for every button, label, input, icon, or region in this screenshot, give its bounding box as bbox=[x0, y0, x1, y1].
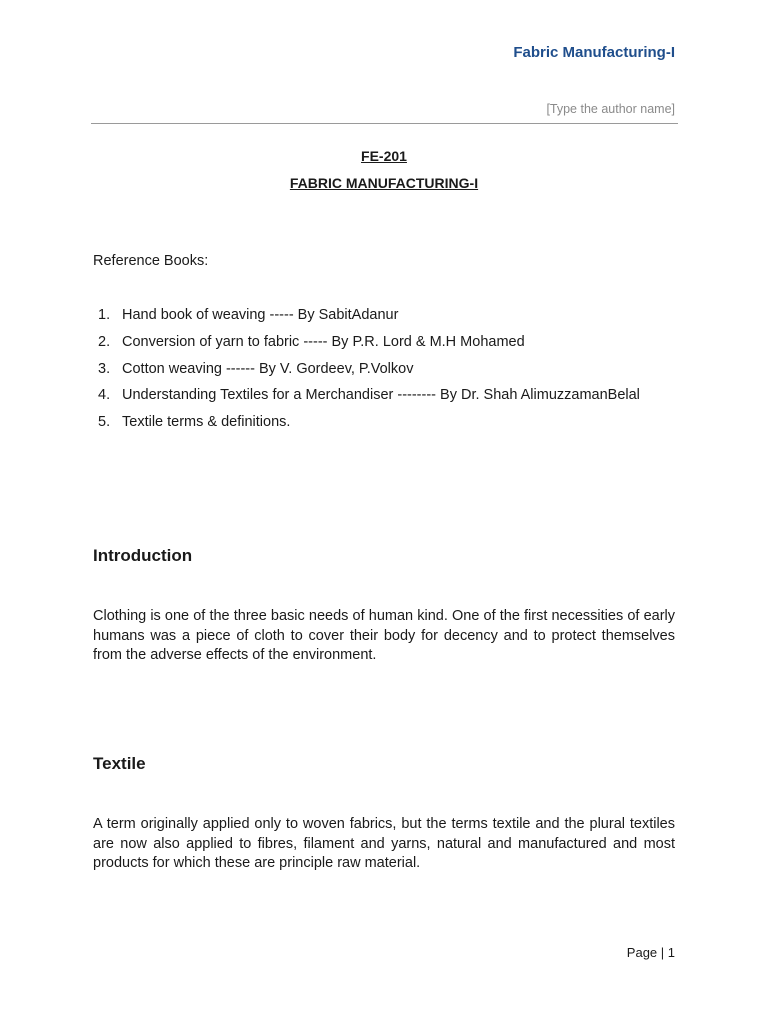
header-divider bbox=[91, 123, 678, 124]
textile-heading: Textile bbox=[93, 754, 146, 773]
list-item bbox=[93, 384, 693, 411]
list-number: 5. bbox=[98, 414, 111, 431]
list-item bbox=[93, 358, 693, 385]
list-item-text: Textile terms & definitions. bbox=[122, 414, 291, 431]
course-code: FE-201 bbox=[361, 148, 407, 164]
reference-books-label: Reference Books: bbox=[93, 253, 209, 269]
page-number: Page | 1 bbox=[626, 945, 675, 960]
introduction-heading: Introduction bbox=[93, 546, 193, 565]
list-item-text: Cotton weaving ------ By V. Gordeev, P.Volkov bbox=[122, 360, 414, 377]
list-item bbox=[93, 331, 693, 358]
list-item-text: Conversion of yarn to fabric ----- By P.R. Lord & M.H Mohamed bbox=[122, 333, 525, 350]
list-item-text: Hand book of weaving ----- By SabitAdanur bbox=[122, 307, 399, 323]
list-number: 1. bbox=[98, 307, 111, 323]
course-title: FABRIC MANUFACTURING-I bbox=[289, 175, 479, 191]
list-item-text: Understanding Textiles for a Merchandiser -------- By Dr. Shah AlimuzzamanBelal bbox=[122, 387, 640, 404]
header-title: Fabric Manufacturing-I bbox=[513, 44, 675, 61]
reference-list bbox=[93, 304, 693, 438]
list-item bbox=[93, 411, 693, 438]
textile-paragraph: A term originally applied only to woven fabrics, but the terms textile and the plural textiles are now also applied to fibres, filament and yarns, natural and manufactured and most products for which these are principle raw material. bbox=[93, 816, 675, 872]
list-number: 4. bbox=[98, 387, 111, 404]
list-number: 3. bbox=[98, 360, 111, 377]
list-item bbox=[93, 304, 693, 331]
list-number: 2. bbox=[98, 333, 111, 350]
introduction-paragraph: Clothing is one of the three basic needs of human kind. One of the first necessities of early humans was a piece of cloth to cover their body for decency and to protect themselves from the adverse effects of the environment. bbox=[93, 608, 675, 664]
author-placeholder[interactable]: [Type the author name] bbox=[546, 102, 675, 116]
